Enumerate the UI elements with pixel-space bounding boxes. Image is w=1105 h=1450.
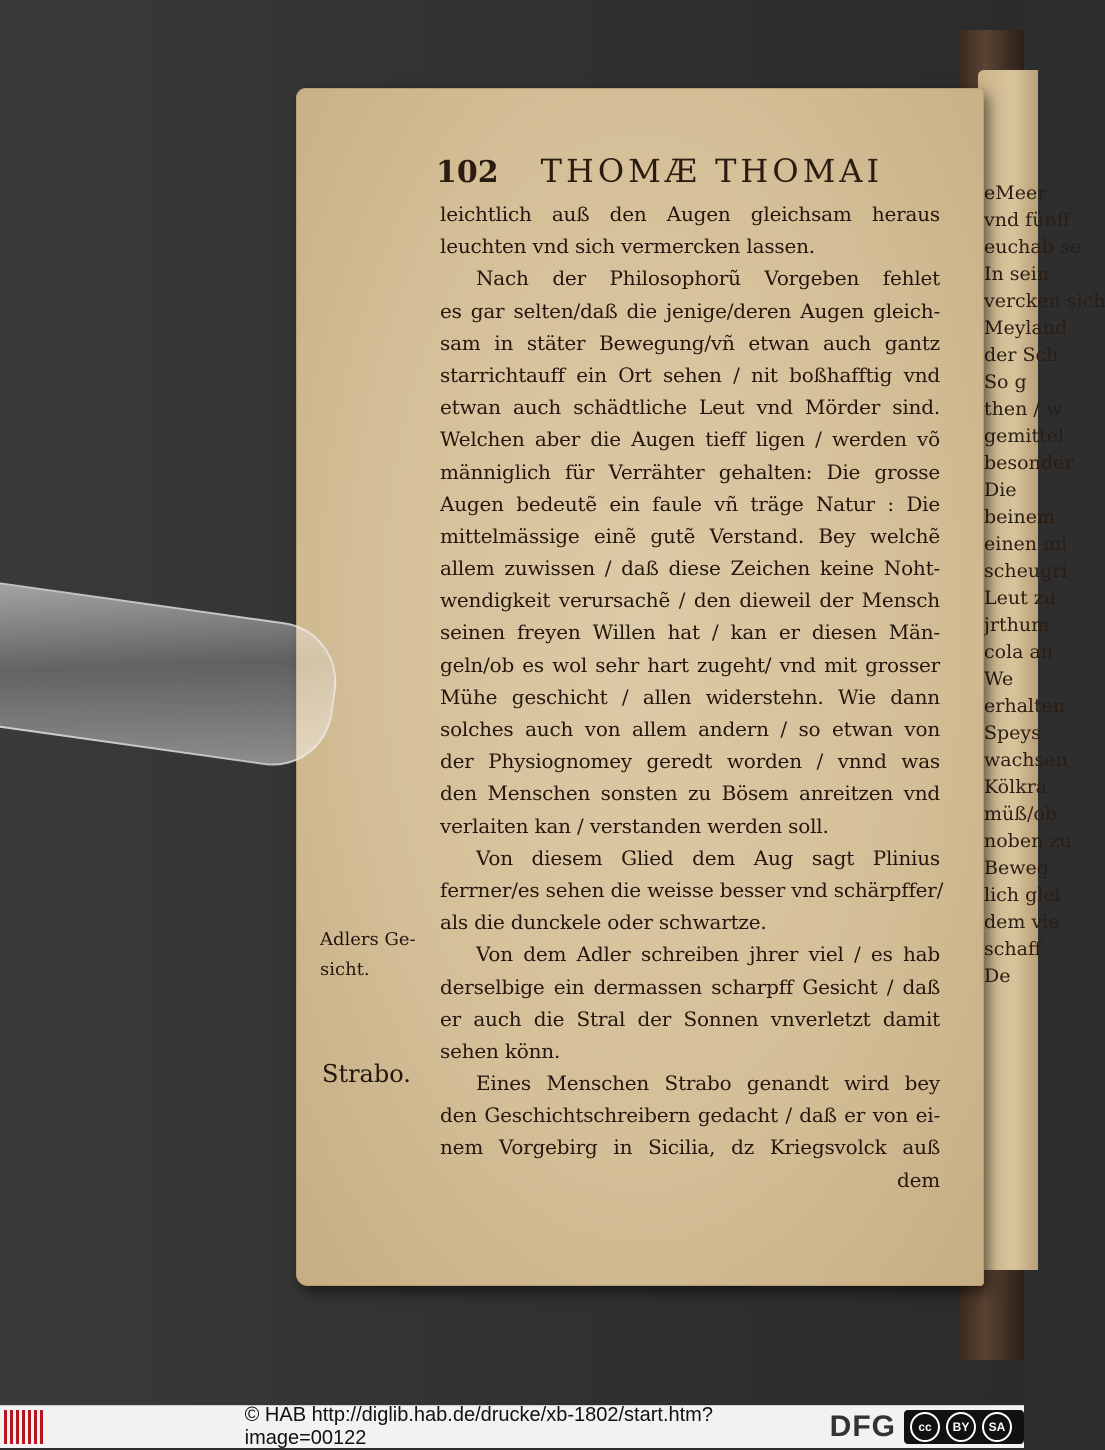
text-line: den Geschichtschreibern gedacht / daß er von ei- bbox=[440, 1103, 940, 1128]
adjacent-page-line: erhalten bbox=[984, 695, 1066, 717]
text-line: ferrner/es sehen die weisse besser vnd schärpffer/ bbox=[440, 877, 944, 902]
text-line: verlaiten kan / verstanden werden soll. bbox=[440, 813, 829, 838]
text-line: der Physiognomey geredt worden / vnnd was bbox=[440, 749, 940, 774]
adjacent-page-line: gemittel bbox=[984, 425, 1065, 447]
adjacent-page-line: vercken sich bbox=[984, 290, 1105, 312]
adjacent-page-line: cola an bbox=[984, 641, 1054, 663]
hab-logo-icon bbox=[4, 1410, 45, 1444]
running-head bbox=[436, 152, 956, 196]
text-line: nem Vorgebirg in Sicilia, dz Kriegsvolck auß bbox=[440, 1135, 940, 1160]
text-line: solches auch von allem andern / so etwan von bbox=[440, 717, 940, 741]
text-line: sam in stäter Bewegung/vñ etwan auch gantz bbox=[440, 330, 940, 355]
attribution-icon: BY bbox=[946, 1412, 976, 1442]
adjacent-page-line: Meyland bbox=[984, 317, 1068, 339]
text-line: Eines Menschen Strabo genandt wird bey bbox=[476, 1071, 940, 1096]
adjacent-page-line: then / w bbox=[984, 398, 1063, 420]
text-line: männiglich für Verrähter gehalten: Die grosse bbox=[440, 459, 940, 484]
dfg-logo: DFG bbox=[829, 1410, 896, 1443]
text-line: es gar selten/daß die jenige/deren Augen gleich- bbox=[440, 298, 940, 323]
adjacent-page-line: dem vie bbox=[984, 911, 1060, 933]
text-line: mittelmässige einẽ gutẽ Verstand. Bey welchẽ bbox=[440, 523, 940, 548]
text-line: Welchen aber die Augen tieff ligen / werden võ bbox=[440, 427, 940, 452]
adjacent-page-line: In sein bbox=[984, 263, 1050, 285]
adjacent-page-line: So g bbox=[984, 371, 1027, 393]
text-line: als die dunckele oder schwartze. bbox=[440, 910, 767, 935]
glass-page-holder bbox=[0, 579, 344, 774]
text-line: Augen bedeutẽ ein faule vñ träge Natur : Die bbox=[440, 491, 940, 516]
text-line: er auch die Stral der Sonnen vnverletzt damit bbox=[440, 1006, 940, 1031]
running-title: THOMÆ THOMAI bbox=[540, 152, 884, 190]
adjacent-page-line: euchab se bbox=[984, 236, 1081, 258]
margin-note-adler-line1: Adlers Ge- bbox=[320, 929, 416, 950]
text-line: seinen freyen Willen hat / kan er diesen Män- bbox=[440, 620, 940, 645]
text-line: dem bbox=[896, 1167, 940, 1192]
text-line: Von dem Adler schreiben jhrer viel / es hab bbox=[476, 942, 940, 967]
text-line: etwan auch schädtliche Leut vnd Mörder sind. bbox=[440, 395, 940, 420]
cc-license-badge[interactable] bbox=[904, 1410, 1024, 1444]
adjacent-page-line: eMeer bbox=[984, 182, 1047, 204]
credit-link[interactable]: © HAB http://diglib.hab.de/drucke/xb-1802/start.htm?image=00122 bbox=[244, 1404, 713, 1449]
margin-note-adler bbox=[320, 925, 416, 985]
text-line: wendigkeit verursachẽ / den dieweil der Mensch bbox=[440, 588, 940, 613]
adjacent-page-line: Speys bbox=[984, 722, 1041, 744]
adjacent-page-line: beinem bbox=[984, 506, 1055, 528]
adjacent-page-line: jrthum bbox=[984, 614, 1050, 636]
text-line: den Menschen sonsten zu Bösem anreitzen vnd bbox=[440, 781, 940, 806]
adjacent-page-line: Die bbox=[984, 479, 1017, 501]
text-line: starrichtauff ein Ort sehen / nit boßhafftig vnd bbox=[440, 362, 940, 387]
text-line: geln/ob es wol sehr hart zugeht/ vnd mit grosser bbox=[440, 652, 940, 677]
adjacent-page-line: We bbox=[984, 668, 1014, 690]
text-line: allem zuwissen / daß diese Zeichen keine Noht- bbox=[440, 556, 940, 581]
adjacent-page bbox=[978, 70, 1105, 1270]
page-number: 102 bbox=[436, 155, 499, 190]
margin-note-strabo: Strabo. bbox=[322, 1060, 411, 1088]
adjacent-page-line: der Sch bbox=[984, 344, 1059, 366]
share-alike-icon: SA bbox=[982, 1412, 1012, 1442]
adjacent-page-line: besonder bbox=[984, 452, 1074, 474]
adjacent-page-line: müß/ob bbox=[984, 803, 1057, 825]
text-line: derselbige ein dermassen scharpff Gesicht / daß bbox=[440, 974, 940, 999]
adjacent-page-line: noben zu bbox=[984, 830, 1072, 852]
adjacent-page-line: wachsen bbox=[984, 749, 1068, 771]
adjacent-page-line: einen mi bbox=[984, 533, 1068, 555]
text-line: Von diesem Glied dem Aug sagt Plinius bbox=[476, 845, 940, 870]
adjacent-page-line: Beweg bbox=[984, 857, 1049, 879]
adjacent-page-line: schaff bbox=[984, 938, 1042, 960]
text-line: Mühe geschicht / allen widerstehn. Wie dann bbox=[440, 684, 940, 709]
adjacent-page-line: lich glei bbox=[984, 884, 1061, 906]
adjacent-page-line: scheugri bbox=[984, 560, 1068, 582]
text-line: leichtlich auß den Augen gleichsam heraus bbox=[440, 202, 940, 226]
cc-icon: cc bbox=[910, 1412, 940, 1442]
viewer-footer bbox=[0, 1405, 1024, 1448]
text-line: sehen könn. bbox=[440, 1038, 561, 1063]
adjacent-page-line: Leut zu bbox=[984, 587, 1057, 609]
adjacent-page-line: De bbox=[984, 965, 1011, 987]
page-body-text bbox=[440, 198, 944, 1196]
adjacent-page-line: Kölkra bbox=[984, 776, 1048, 798]
text-line: leuchten vnd sich vermercken lassen. bbox=[440, 234, 815, 259]
margin-note-adler-line2: sicht. bbox=[320, 959, 370, 980]
adjacent-page-text bbox=[978, 70, 1105, 990]
adjacent-page-line: vnd fünff bbox=[984, 209, 1071, 231]
text-line: Nach der Philosophorũ Vorgeben fehlet bbox=[476, 266, 940, 291]
